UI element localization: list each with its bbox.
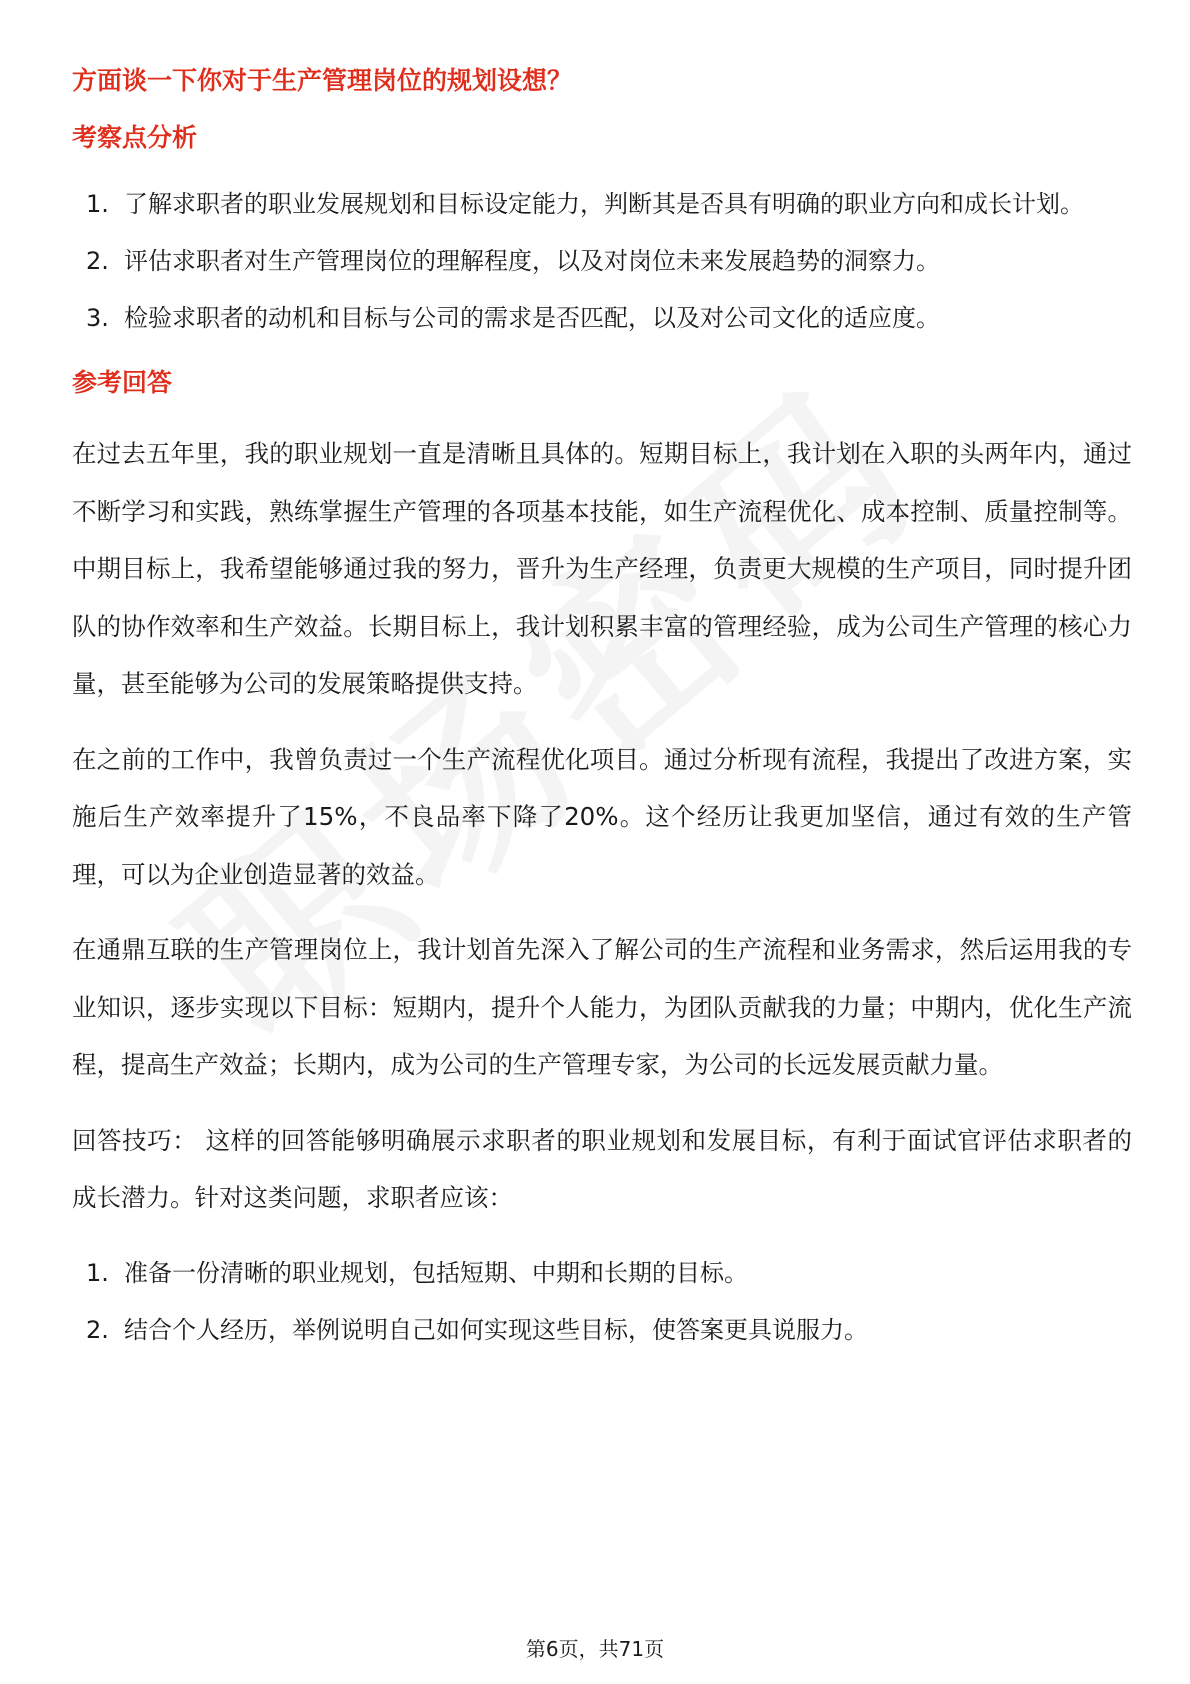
page-number: 第6页，共71页 — [525, 1637, 665, 1661]
answer-paragraph: 在过去五年里，我的职业规划一直是清晰且具体的。短期目标上，我计划在入职的头两年内，通过不断学习和实践，熟练掌握生产管理的各项基本技能，如生产流程优化、成本控制、质量控制等。中期目标上，我希望能够通过我的努力，晋升为生产经理，负责更大规模的生产项目，同时提升团队的协作效率和生产效益。长期目标上，我计划积累丰富的管理经验，成为公司生产管理的核心力量，甚至能够为公司的发展策略提供支持。 — [72, 439, 1132, 698]
list-item-text: 准备一份清晰的职业规划，包括短期、中期和长期的目标。 — [124, 1258, 748, 1287]
list-item-text: 结合个人经历，举例说明自己如何实现这些目标，使答案更具说服力。 — [124, 1315, 868, 1344]
list-item-number: 1. — [86, 190, 109, 218]
list-item-number: 1. — [86, 1258, 109, 1287]
list-item — [72, 176, 1132, 233]
analysis-heading: 考察点分析 — [72, 123, 198, 152]
answer-tips-paragraph: 回答技巧： 这样的回答能够明确展示求职者的职业规划和发展目标，有利于面试官评估求职者的成长潜力。针对这类问题，求职者应该： — [72, 1125, 1132, 1212]
page-content — [72, 52, 1132, 1367]
list-item-text: 检验求职者的动机和目标与公司的需求是否匹配，以及对公司文化的适应度。 — [124, 304, 940, 332]
list-item — [72, 290, 1132, 347]
list-item — [72, 233, 1132, 290]
list-item — [72, 1245, 1132, 1302]
list-item-text: 评估求职者对生产管理岗位的理解程度，以及对岗位未来发展趋势的洞察力。 — [124, 247, 940, 275]
analysis-list — [72, 176, 1132, 347]
answer-heading: 参考回答 — [72, 368, 173, 397]
answer-paragraph: 在之前的工作中，我曾负责过一个生产流程优化项目。通过分析现有流程，我提出了改进方案，实施后生产效率提升了15%，不良品率下降了20%。这个经历让我更加坚信，通过有效的生产管理，可以为企业创造显著的效益。 — [72, 744, 1132, 889]
answer-paragraph: 在通鼎互联的生产管理岗位上，我计划首先深入了解公司的生产流程和业务需求，然后运用我的专业知识，逐步实现以下目标：短期内，提升个人能力，为团队贡献我的力量；中期内，优化生产流程，提高生产效益；长期内，成为公司的生产管理专家，为公司的长远发展贡献力量。 — [72, 935, 1132, 1079]
list-item-number: 2. — [86, 1315, 109, 1344]
list-item-number: 3. — [86, 304, 109, 332]
list-item — [72, 1302, 1132, 1359]
tips-list — [72, 1245, 1132, 1359]
list-item-number: 2. — [86, 247, 109, 275]
list-item-text: 了解求职者的职业发展规划和目标设定能力，判断其是否具有明确的职业方向和成长计划。 — [124, 190, 1084, 218]
question-title: 方面谈一下你对于生产管理岗位的规划设想？ — [72, 66, 573, 95]
